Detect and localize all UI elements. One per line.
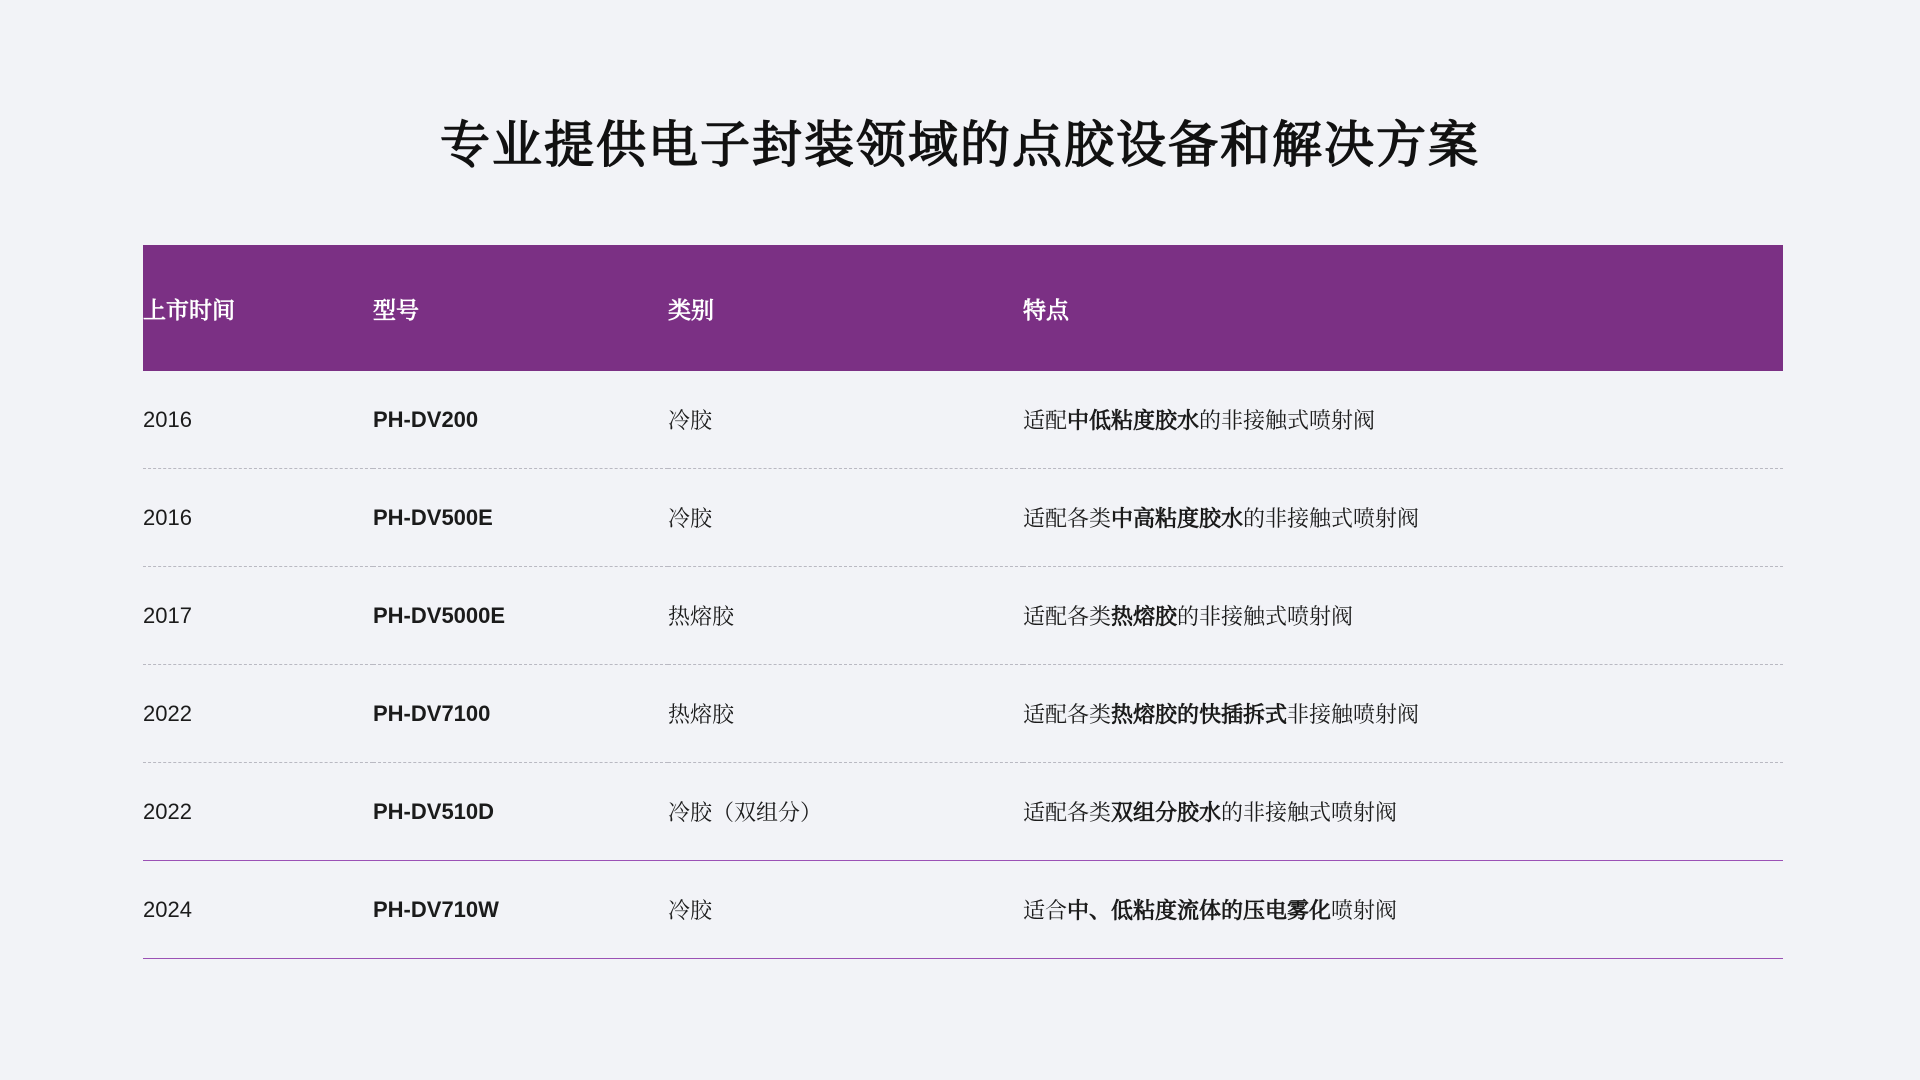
page-title: 专业提供电子封装领域的点胶设备和解决方案 (440, 117, 1480, 173)
cell-category: 热熔胶 (668, 665, 1023, 763)
cell-year: 2024 (143, 861, 373, 959)
cell-feature: 适合中、低粘度流体的压电雾化喷射阀 (1023, 861, 1783, 959)
table-row (143, 567, 1783, 665)
table-row (143, 665, 1783, 763)
product-table-container (143, 245, 1783, 959)
cell-model: PH-DV5000E (373, 567, 668, 665)
cell-year: 2017 (143, 567, 373, 665)
cell-model: PH-DV200 (373, 371, 668, 469)
cell-year: 2022 (143, 763, 373, 861)
cell-model: PH-DV510D (373, 763, 668, 861)
product-spec-table (143, 245, 1783, 959)
cell-feature: 适配中低粘度胶水的非接触式喷射阀 (1023, 371, 1783, 469)
cell-category: 冷胶 (668, 371, 1023, 469)
cell-feature: 适配各类热熔胶的快插拆式非接触喷射阀 (1023, 665, 1783, 763)
cell-feature: 适配各类中高粘度胶水的非接触式喷射阀 (1023, 469, 1783, 567)
cell-model: PH-DV500E (373, 469, 668, 567)
cell-category: 冷胶 (668, 861, 1023, 959)
table-body (143, 371, 1783, 959)
cell-model: PH-DV7100 (373, 665, 668, 763)
cell-category: 冷胶（双组分） (668, 763, 1023, 861)
cell-category: 热熔胶 (668, 567, 1023, 665)
table-header-row (143, 245, 1783, 371)
table-row (143, 861, 1783, 959)
table-row (143, 469, 1783, 567)
column-header-category: 类别 (668, 245, 1023, 371)
column-header-year: 上市时间 (143, 245, 373, 371)
column-header-feature: 特点 (1023, 245, 1783, 371)
cell-feature: 适配各类双组分胶水的非接触式喷射阀 (1023, 763, 1783, 861)
cell-year: 2016 (143, 371, 373, 469)
column-header-model: 型号 (373, 245, 668, 371)
cell-feature: 适配各类热熔胶的非接触式喷射阀 (1023, 567, 1783, 665)
cell-category: 冷胶 (668, 469, 1023, 567)
cell-year: 2022 (143, 665, 373, 763)
table-header (143, 245, 1783, 371)
table-row (143, 371, 1783, 469)
table-row (143, 763, 1783, 861)
cell-model: PH-DV710W (373, 861, 668, 959)
cell-year: 2016 (143, 469, 373, 567)
